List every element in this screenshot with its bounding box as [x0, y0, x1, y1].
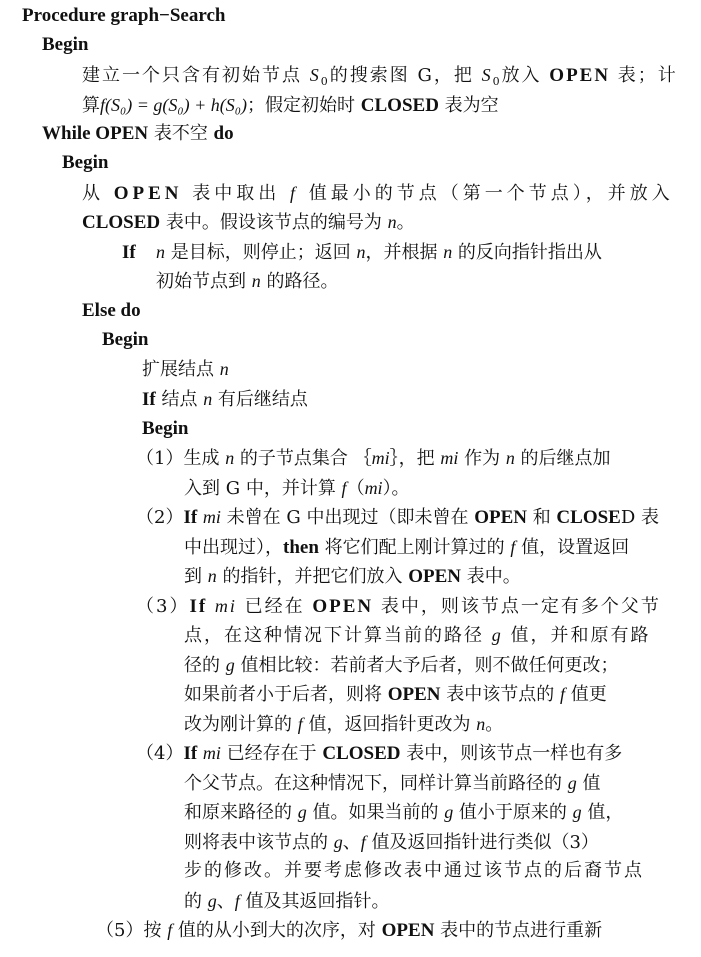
- text: （: [346, 478, 365, 499]
- text: 结点: [155, 389, 204, 410]
- begin-keyword: Begin: [102, 329, 149, 350]
- keyword: CLOSED: [360, 95, 439, 116]
- text: 的: [184, 891, 208, 912]
- text: 扩展结点: [142, 359, 220, 380]
- var: g: [207, 891, 217, 911]
- step-4-line-4: [184, 830, 599, 855]
- text: 值最小的节点（第一个节点），并放入: [298, 183, 674, 204]
- procedure-title: [22, 4, 225, 28]
- step-4-line-6: [184, 889, 389, 914]
- text: 则将表中该节点的: [184, 832, 334, 853]
- begin-line-2: [62, 151, 108, 175]
- var: f: [289, 183, 299, 203]
- keyword: If: [183, 507, 198, 528]
- keyword: OPEN: [381, 920, 435, 941]
- step-4-line-1: [136, 741, 622, 766]
- keyword: OPEN: [474, 507, 527, 528]
- text: 将它们配上刚计算过的: [318, 537, 511, 558]
- text: 和: [526, 507, 557, 528]
- var: f: [510, 537, 516, 557]
- text: 表中的节点进行重新: [434, 920, 603, 941]
- take-line-2: [82, 210, 415, 235]
- init-line-2: [82, 93, 499, 118]
- text: 入到 G 中，并计算: [184, 478, 342, 499]
- subscript: 0: [492, 75, 502, 88]
- text: 的子节点集合 ｛: [234, 448, 372, 469]
- var: f: [167, 920, 173, 940]
- text: 表为空: [438, 95, 499, 116]
- step-2-line-2: [184, 535, 629, 560]
- text: 值，返回指针更改为: [302, 714, 477, 735]
- if-goal-line-1: [122, 240, 602, 265]
- keyword: OPEN: [549, 65, 611, 86]
- step-3-line-4: [184, 682, 607, 707]
- begin-keyword: Begin: [142, 418, 189, 439]
- var: g: [567, 773, 577, 793]
- var: S: [309, 65, 321, 85]
- text: 的搜索图 G，把: [329, 65, 482, 86]
- step-1-line-1: [136, 446, 611, 471]
- text: 值相比较：若前者大予后者，则不做任何更改；: [234, 655, 619, 676]
- text: 。: [396, 212, 415, 233]
- text: 中出现过），: [184, 537, 283, 558]
- step-2-line-3: [184, 564, 521, 589]
- text: ；假定初始时: [247, 95, 361, 116]
- text: 表中。: [460, 566, 521, 587]
- text: 未曾在 G 中出现过（即未曾在: [220, 507, 475, 528]
- text: 、: [216, 891, 235, 912]
- var: mi: [214, 596, 237, 616]
- var: n: [207, 566, 217, 586]
- var: n: [225, 448, 235, 468]
- text: 值及其返回指针。: [239, 891, 390, 912]
- text: 改为刚计算的: [184, 714, 298, 735]
- text: 放入: [501, 65, 550, 86]
- keyword: then: [283, 537, 319, 558]
- text: 的后继点加: [514, 448, 611, 469]
- text: 表中，则该节点一样也有多: [400, 743, 623, 764]
- step-number: （5）: [96, 920, 144, 941]
- keyword: OPEN: [408, 566, 461, 587]
- text: 的路径。: [260, 271, 339, 292]
- text: ）。: [382, 478, 410, 499]
- text: D 表: [620, 507, 659, 528]
- text: 建立一个只含有初始节点: [82, 65, 310, 86]
- var: g: [225, 655, 235, 675]
- text: 表中。假设该节点的编号为: [160, 212, 388, 233]
- var: n: [219, 359, 229, 379]
- var: n: [251, 271, 261, 291]
- text: 按: [143, 920, 168, 941]
- keyword: If: [189, 596, 208, 617]
- keyword: OPEN: [312, 596, 374, 617]
- var: g: [297, 802, 307, 822]
- keyword: If: [142, 389, 156, 410]
- text: 的反向指针指出从: [452, 242, 602, 263]
- text: 步的修改。并要考虑修改表中通过该节点的后裔节点: [184, 860, 644, 881]
- var: f: [341, 478, 347, 498]
- var: n: [387, 212, 397, 232]
- step-4-line-5: [184, 859, 644, 883]
- var: g: [333, 832, 343, 852]
- keyword: If: [183, 743, 198, 764]
- keyword: CLOSED: [322, 743, 401, 764]
- step-5-line-1: [96, 918, 602, 943]
- keyword: OPEN: [387, 684, 441, 705]
- step-1-line-2: [184, 476, 410, 501]
- text: 初始节点到: [156, 271, 252, 292]
- step-3-line-3: [184, 653, 618, 678]
- begin-line: [42, 33, 88, 57]
- var: S: [481, 65, 493, 85]
- text: 是目标，则停止；返回: [165, 242, 357, 263]
- while-line: [42, 122, 234, 146]
- var: n: [476, 714, 486, 734]
- init-line-1: [82, 63, 678, 94]
- var: mi: [440, 448, 459, 468]
- text: 点，在这种情况下计算当前的路径: [184, 625, 492, 646]
- var: mi: [202, 507, 221, 527]
- text: 表不空: [148, 123, 214, 144]
- keyword: do: [213, 123, 234, 144]
- var: f: [559, 684, 565, 704]
- var: g: [491, 625, 503, 645]
- step-4-line-2: [184, 771, 600, 796]
- text: 径的: [184, 655, 226, 676]
- var: n: [156, 242, 165, 262]
- text: 值，设置返回: [515, 537, 630, 558]
- text: 。: [485, 714, 504, 735]
- keyword: Else do: [82, 300, 141, 321]
- var: n: [443, 242, 453, 262]
- step-number: （1）: [136, 448, 184, 469]
- text: 和原来路径的: [184, 802, 298, 823]
- var: f: [360, 832, 366, 852]
- formula: f(S₀) = g(S₀) + h(S₀): [100, 95, 248, 115]
- keyword: While OPEN: [42, 123, 149, 144]
- text: 值，并和原有路: [502, 625, 651, 646]
- keyword: CLOSE: [556, 507, 621, 528]
- text: 生成: [183, 448, 226, 469]
- if-successor-line: [142, 387, 308, 412]
- expand-line: [142, 357, 229, 382]
- text: 值及返回指针进行类似（3）: [365, 832, 599, 853]
- text: 值。如果当前的: [306, 802, 445, 823]
- text: 、: [342, 832, 361, 853]
- text: 作为: [458, 448, 506, 469]
- begin-keyword: Begin: [62, 152, 109, 173]
- if-goal-line-2: [156, 269, 338, 294]
- var: mi: [371, 448, 390, 468]
- var: mi: [364, 478, 383, 498]
- text: 有后继结点: [212, 389, 308, 410]
- text: 到: [184, 566, 208, 587]
- var: f: [234, 891, 240, 911]
- text: 个父节点。在这种情况下，同样计算当前路径的: [184, 773, 568, 794]
- text: 值的从小到大的次序，对: [172, 920, 382, 941]
- text: 表中该节点的: [440, 684, 560, 705]
- keyword: If: [122, 242, 136, 263]
- text: 已经在: [236, 596, 313, 617]
- step-3-line-2: [184, 623, 650, 648]
- text: 从: [82, 183, 114, 204]
- else-do-line: [82, 299, 141, 323]
- step-number: （2）: [136, 507, 184, 528]
- step-2-line-1: [136, 505, 659, 530]
- var: f: [297, 714, 303, 734]
- step-number: （3）: [136, 596, 190, 617]
- text: ｝，把: [389, 448, 441, 469]
- keyword: OPEN: [113, 183, 183, 204]
- text: 值小于原来的: [453, 802, 573, 823]
- begin-line-3: [102, 328, 148, 352]
- var: g: [572, 802, 582, 822]
- var: mi: [202, 743, 221, 763]
- text: 表中，则该节点一定有多个父节: [373, 596, 661, 617]
- keyword: CLOSED: [82, 212, 161, 233]
- begin-line-4: [142, 417, 188, 441]
- text: 值，: [581, 802, 624, 823]
- take-line-1: [82, 181, 674, 206]
- step-3-line-1: [136, 594, 661, 619]
- var: n: [505, 448, 515, 468]
- step-3-line-5: [184, 712, 503, 737]
- procedure-keyword: Procedure graph−Search: [22, 5, 226, 26]
- text: 算: [82, 95, 100, 116]
- step-4-line-3: [184, 800, 623, 825]
- text: 的指针，并把它们放入: [216, 566, 409, 587]
- begin-keyword: Begin: [42, 34, 89, 55]
- text: 如果前者小于后者，则将: [184, 684, 388, 705]
- text: 表中取出: [182, 183, 290, 204]
- var: n: [203, 389, 213, 409]
- text: 已经存在于: [220, 743, 323, 764]
- text: 值更: [564, 684, 607, 705]
- step-number: （4）: [136, 743, 184, 764]
- var: n: [356, 242, 366, 262]
- var: g: [444, 802, 454, 822]
- text: 表；计: [610, 65, 678, 86]
- text: ，并根据: [365, 242, 444, 263]
- subscript: 0: [320, 75, 330, 88]
- text: 值: [576, 773, 601, 794]
